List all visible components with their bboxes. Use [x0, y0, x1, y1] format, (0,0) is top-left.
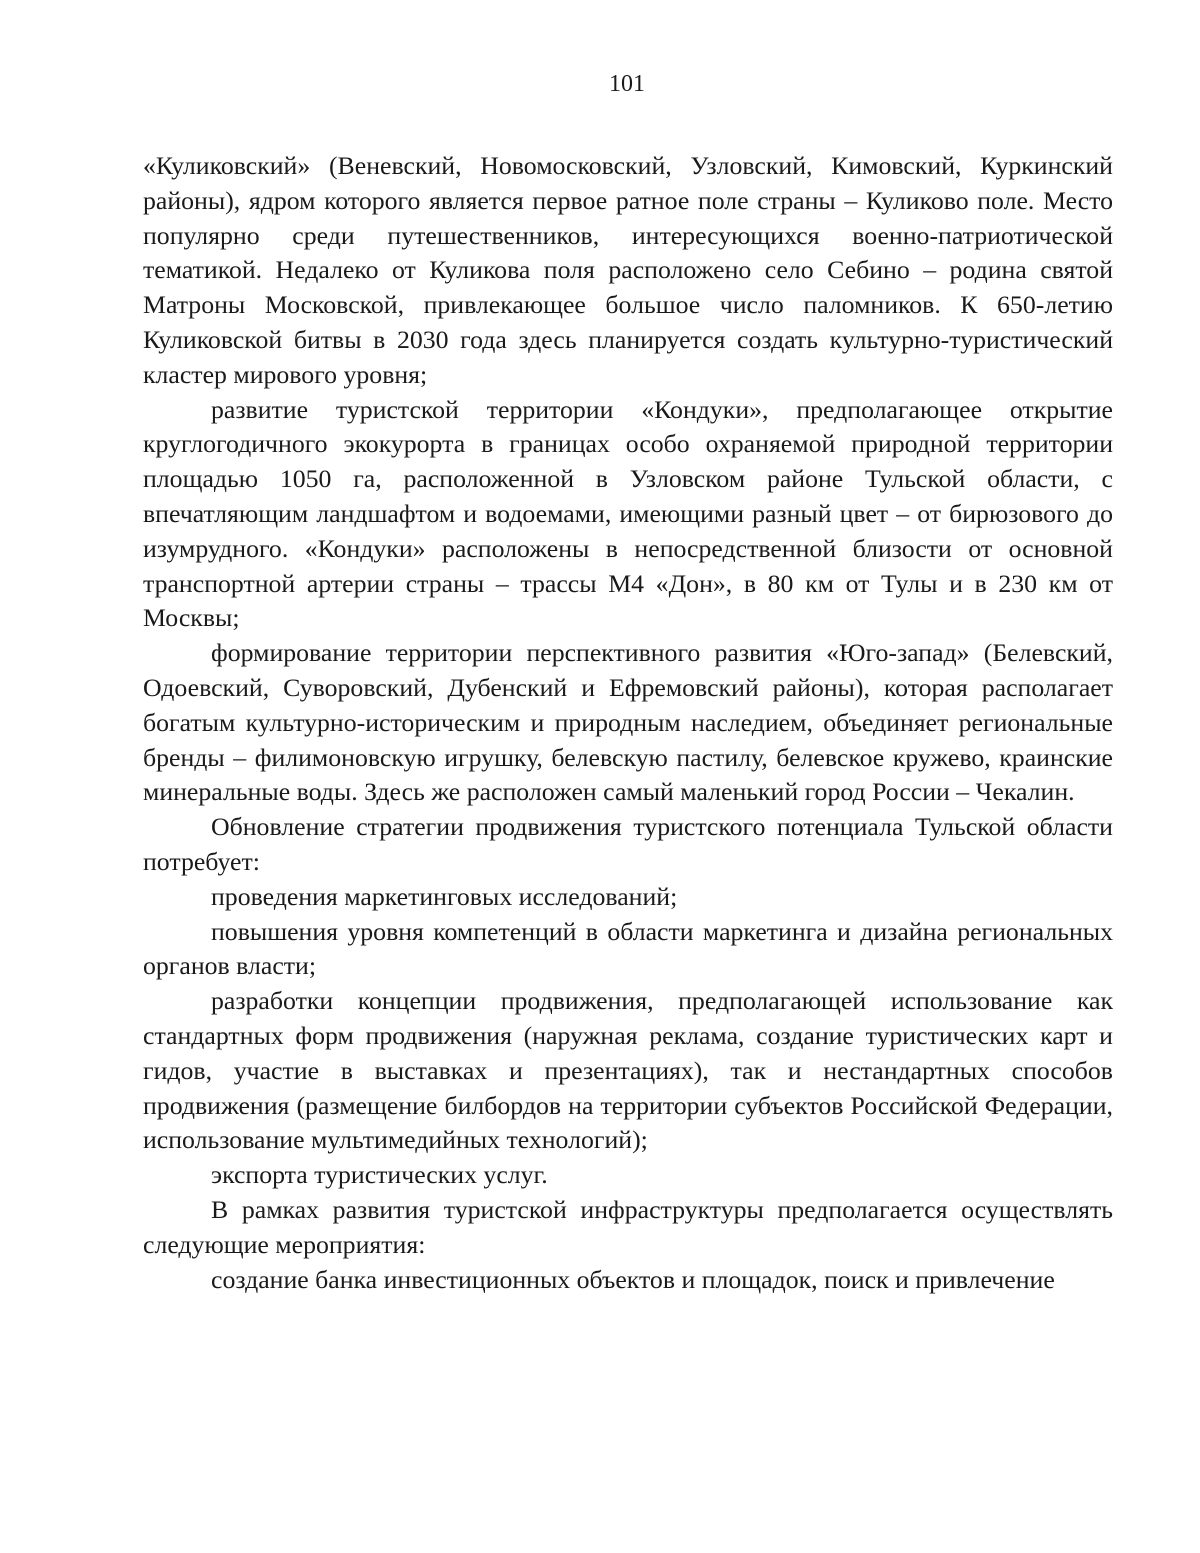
- paragraph-kulikovsky: «Куликовский» (Веневский, Новомосковский, Узловский, Кимовский, Куркинский районы), ядром которого является первое ратное поле страны – Куликово поле. Место популярно среди путешественников, интересующихся военно-патриотической тематикой. Недалеко от Куликова поля расположено село Себино – родина святой Матроны Московской, привлекающее большое число паломников. К 650-летию Куликовской битвы в 2030 года здесь планируется создать культурно-туристический кластер мирового уровня;: [143, 151, 1113, 389]
- paragraph-investment-bank: создание банка инвестиционных объектов и площадок, поиск и привлечение: [211, 1264, 1055, 1294]
- paragraph-competencies: повышения уровня компетенций в области маркетинга и дизайна региональных органов власти;: [143, 916, 1113, 981]
- paragraph-marketing-research: проведения маркетинговых исследований;: [211, 881, 678, 911]
- paragraph-export: экспорта туристических услуг.: [211, 1160, 548, 1190]
- paragraph-yugo-zapad: формирование территории перспективного развития «Юго-запад» (Белевский, Одоевский, Суворовский, Дубенский и Ефремовский районы), которая располагает богатым культурно-историческим и природным наследием, объединяет региональные бренды – филимоновскую игрушку, белевскую пастилу, белевское кружево, краинские минеральные воды. Здесь же расположен самый маленький город России – Чекалин.: [143, 638, 1113, 807]
- paragraph-promotion-concept: разработки концепции продвижения, предполагающей использование как стандартных форм продвижения (наружная реклама, создание туристических карт и гидов, участие в выставках и презентациях), так и нестандартных способов продвижения (размещение билбордов на территории субъектов Российской Федерации, использование мультимедийных технологий);: [143, 986, 1113, 1155]
- paragraph-konduki: развитие туристской территории «Кондуки», предполагающее открытие круглогодичного экокурорта в границах особо охраняемой природной территории площадью 1050 га, расположенной в Узловском районе Тульской области, с впечатляющим ландшафтом и водоемами, имеющими разный цвет – от бирюзового до изумрудного. «Кондуки» расположены в непосредственной близости от основной транспортной артерии страны – трассы М4 «Дон», в 80 км от Тулы и в 230 км от Москвы;: [143, 394, 1113, 633]
- page-number: 101: [609, 71, 645, 97]
- document-body: [143, 149, 1113, 1297]
- paragraph-infrastructure: В рамках развития туристской инфраструктуры предполагается осуществлять следующие мероприятия:: [143, 1194, 1113, 1259]
- paragraph-strategy-update: Обновление стратегии продвижения туристского потенциала Тульской области потребует:: [143, 812, 1113, 876]
